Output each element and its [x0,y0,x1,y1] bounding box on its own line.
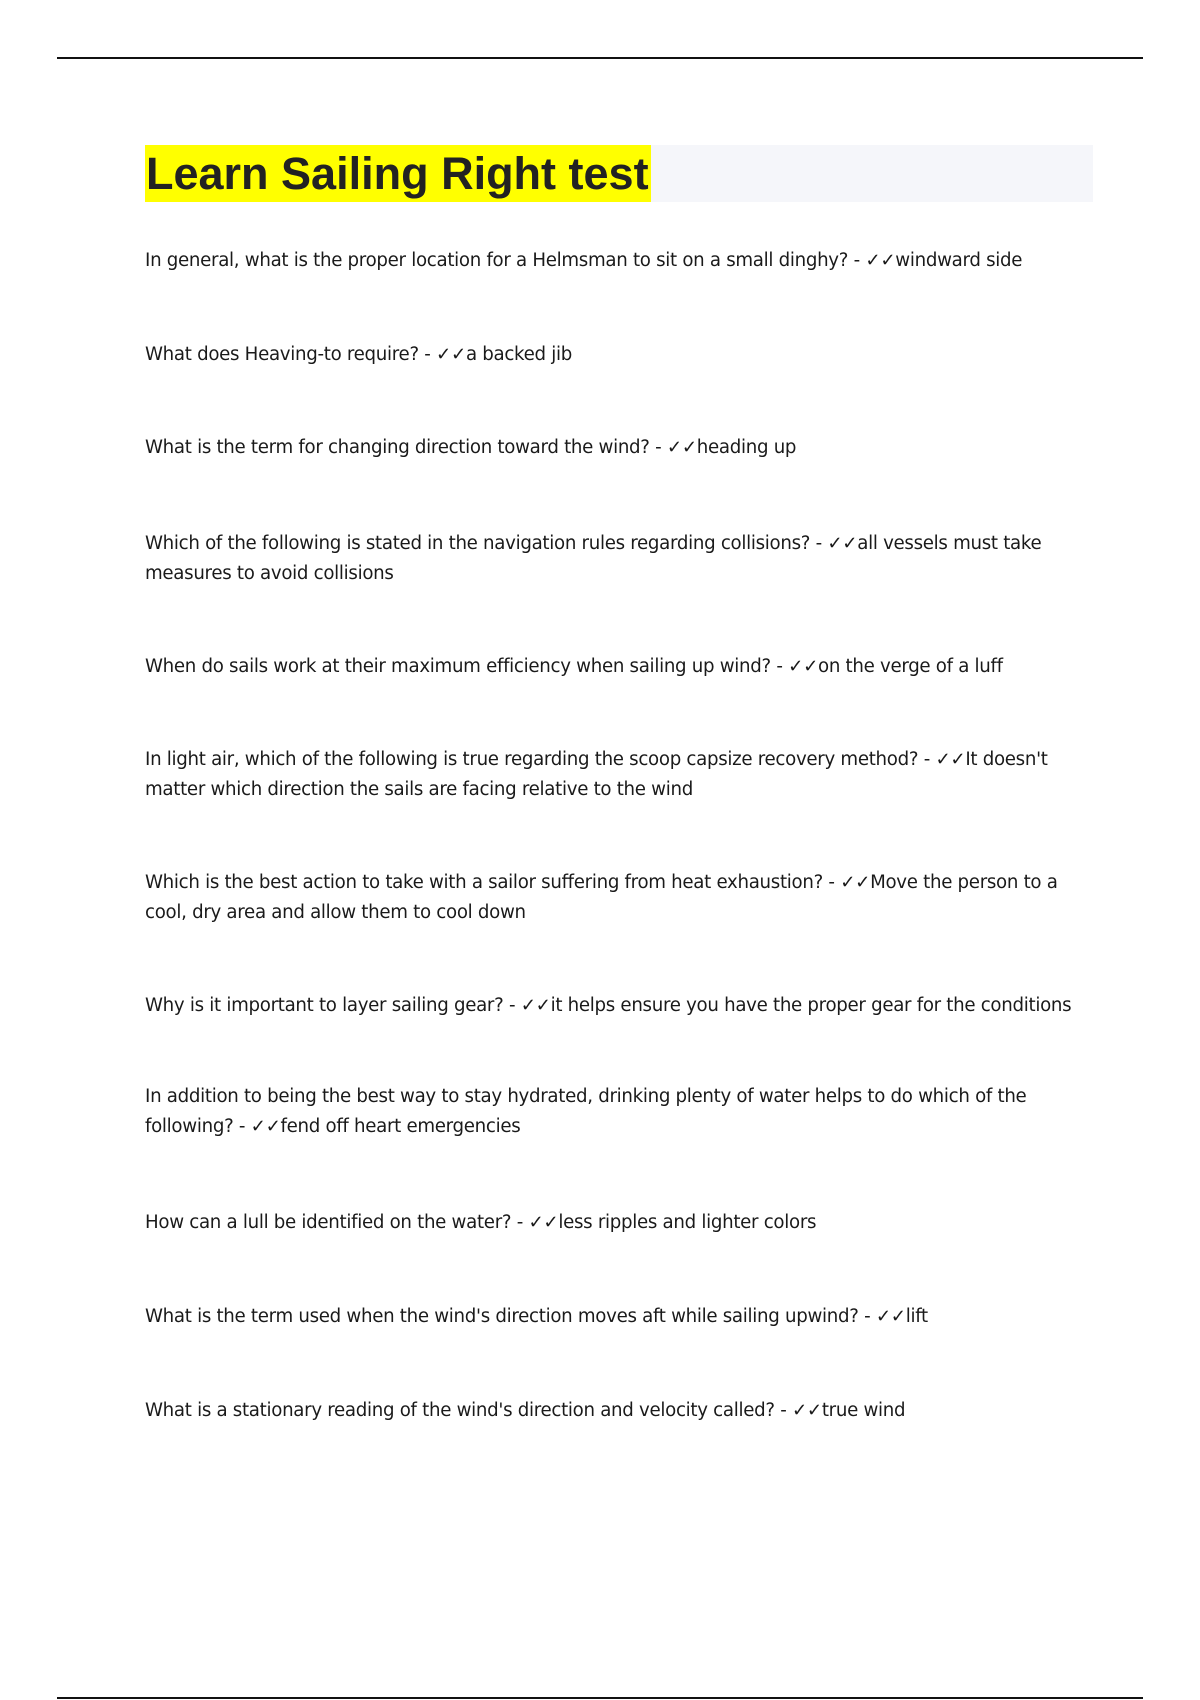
separator: - [511,1212,529,1233]
question-text: What is the term used when the wind's direction moves aft while sailing upwind? [145,1306,859,1327]
answer-text: true wind [821,1400,906,1421]
answer-text: fend off heart emergencies [280,1116,521,1137]
qa-item-10 [145,1208,1095,1238]
double-check-icon: ✓✓ [788,656,819,677]
document-title: Learn Sailing Right test [145,145,651,202]
separator: - [810,533,828,554]
separator: - [774,1400,792,1421]
separator: - [848,250,866,271]
answer-text: lift [905,1306,928,1327]
double-check-icon: ✓✓ [528,1212,559,1233]
question-text: What does Heaving-to require? [145,344,419,365]
double-check-icon: ✓✓ [436,344,466,365]
qa-item-11 [145,1302,1095,1332]
qa-item-12 [145,1396,1095,1426]
qa-item-9 [145,1082,1095,1142]
answer-text: heading up [696,437,797,458]
question-text: When do sails work at their maximum efficiency when sailing up wind? [145,656,771,677]
separator: - [918,749,936,770]
qa-item-1 [145,246,1095,276]
double-check-icon: ✓✓ [791,1400,822,1421]
double-check-icon: ✓✓ [935,749,966,770]
question-text: What is the term for changing direction toward the wind? [145,437,650,458]
answer-text: on the verge of a luff [818,656,1003,677]
qa-item-8 [145,991,1095,1021]
question-text: In light air, which of the following is true regarding the scoop capsize recovery method? [145,749,919,770]
title-band [145,145,1093,202]
answer-text: Move the person to a cool, dry area and allow them to cool down [145,872,1058,923]
question-text: Which of the following is stated in the navigation rules regarding collisions? [145,533,811,554]
double-check-icon: ✓✓ [865,250,896,271]
double-check-icon: ✓✓ [250,1116,281,1137]
question-text: What is a stationary reading of the wind's direction and velocity called? [145,1400,775,1421]
qa-item-3 [145,433,1095,463]
double-check-icon: ✓✓ [827,533,858,554]
double-check-icon: ✓✓ [520,995,551,1016]
separator: - [503,995,521,1016]
question-text: Why is it important to layer sailing gear? [145,995,504,1016]
separator: - [418,344,437,365]
answer-text: windward side [895,250,1023,271]
question-text: How can a lull be identified on the water? [145,1212,512,1233]
qa-item-6 [145,745,1095,805]
question-text: Which is the best action to take with a sailor suffering from heat exhaustion? [145,872,823,893]
qa-item-4 [145,529,1095,589]
qa-item-2 [145,340,1095,370]
answer-text: It doesn't matter which direction the sails are facing relative to the wind [145,749,1048,800]
qa-item-7 [145,868,1095,928]
answer-text: less ripples and lighter colors [558,1212,817,1233]
double-check-icon: ✓✓ [666,437,697,458]
question-text: In addition to being the best way to stay hydrated, drinking plenty of water helps to do which of the following? [145,1086,1027,1137]
question-text: In general, what is the proper location for a Helmsman to sit on a small dinghy? [145,250,849,271]
answer-text: all vessels must take measures to avoid collisions [145,533,1042,584]
separator: - [649,437,667,458]
separator: - [233,1116,251,1137]
answer-text: it helps ensure you have the proper gear for the conditions [550,995,1072,1016]
answer-text: a backed jib [465,344,573,365]
double-check-icon: ✓✓ [875,1306,906,1327]
top-rule [57,57,1143,59]
double-check-icon: ✓✓ [840,872,871,893]
separator: - [770,656,789,677]
separator: - [858,1306,876,1327]
separator: - [822,872,841,893]
qa-item-5 [145,652,1095,682]
bottom-rule [57,1697,1143,1699]
